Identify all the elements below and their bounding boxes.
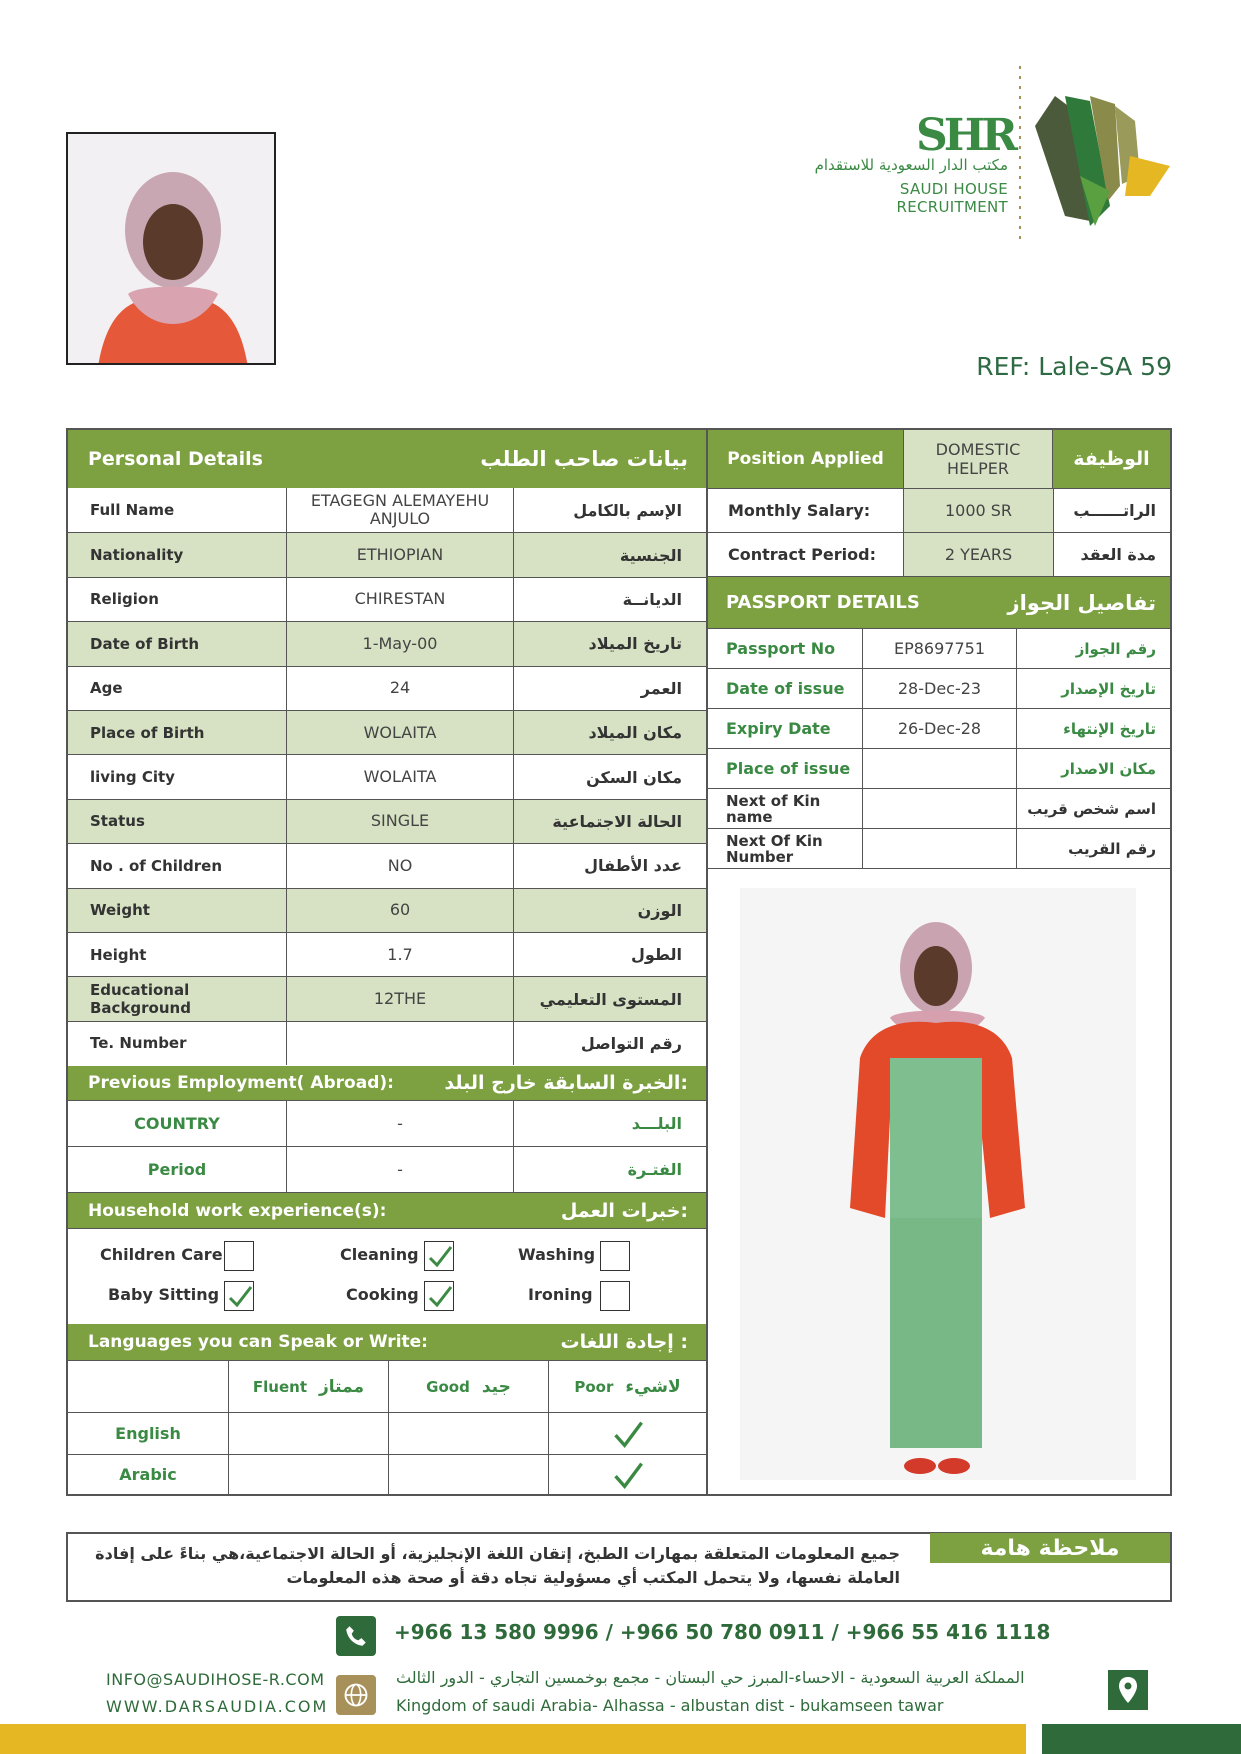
language-level-cell[interactable] [388,1454,548,1494]
footer-yellow-band [0,1724,1026,1754]
language-level-ar: لاشيء [625,1376,681,1397]
language-level-header [228,1360,388,1412]
household-skill-checkbox[interactable] [224,1281,254,1311]
contract-period-label-ar: مدة العقد [1053,532,1170,576]
passport-field-value: EP8697751 [862,628,1016,668]
passport-field-value: 28-Dec-23 [862,668,1016,708]
passport-field-label-ar: اسم شخص قريب [1016,788,1170,828]
household-skill-checkbox[interactable] [424,1281,454,1311]
check-icon [425,1282,455,1312]
passport-field-value [862,828,1016,868]
monthly-salary-value: 1000 SR [903,488,1053,532]
globe-icon [336,1675,376,1715]
logo-name-english: SAUDI HOUSE RECRUITMENT [896,180,1008,216]
passport-header [708,576,1170,628]
language-level-ar: جيد [481,1376,511,1397]
personal-field-value: WOLAITA [286,710,513,754]
position-applied-label: Position Applied [708,430,903,488]
personal-field-label-ar: تاريخ الميلاد [513,621,706,665]
household-grid [68,1228,706,1324]
website-address[interactable]: WWW.DARSAUDIA.COM [106,1697,329,1716]
passport-field-label: Passport No [708,628,862,668]
language-level-cell[interactable] [228,1412,388,1454]
personal-field-label: Age [68,666,286,710]
language-level-cell[interactable] [388,1412,548,1454]
check-icon [225,1282,255,1312]
household-skill-checkbox[interactable] [600,1281,630,1311]
check-icon [611,1417,645,1451]
personal-field-label: Status [68,799,286,843]
household-title-en: Household work experience(s): [88,1200,387,1221]
country-value: - [286,1100,513,1146]
personal-field-label: Educational Background [68,976,286,1020]
personal-field-label: Date of Birth [68,621,286,665]
household-skill-label: Ironing [528,1285,593,1304]
language-level-header [388,1360,548,1412]
phone-icon [336,1616,376,1656]
passport-field-value [862,748,1016,788]
position-applied-label-ar: الوظيفة [1053,430,1170,488]
logo-name-arabic: مكتب الدار السعودية للاستقدام [814,156,1008,174]
personal-field-value: ETHIOPIAN [286,532,513,576]
language-level-header [548,1360,706,1412]
monthly-salary-label: Monthly Salary: [708,488,903,532]
language-level-cell[interactable] [228,1454,388,1494]
personal-field-value: ETAGEGN ALEMAYEHU ANJULO [286,488,513,532]
passport-field-label: Next Of Kin Number [708,828,862,868]
language-level-cell[interactable] [548,1412,706,1454]
personal-field-label-ar: رقم التواصل [513,1021,706,1065]
passport-bottom-line [708,868,1170,869]
personal-field-value: NO [286,843,513,887]
household-skill-label: Baby Sitting [108,1285,220,1304]
check-icon [425,1242,455,1272]
applicant-photo-full-body [740,888,1136,1480]
passport-title-ar: تفاصيل الجواز [1007,590,1156,615]
language-level-cell[interactable] [548,1454,706,1494]
household-skill-checkbox[interactable] [224,1241,254,1271]
language-level-en: Poor [574,1377,614,1396]
personal-field-value: 1.7 [286,932,513,976]
passport-field-label-ar: رقم القريب [1016,828,1170,868]
personal-field-label-ar: الجنسية [513,532,706,576]
previous-employment-title-en: Previous Employment( Abroad): [88,1073,394,1093]
passport-field-value [862,788,1016,828]
personal-details-title-en: Personal Details [88,448,263,470]
address-english: Kingdom of saudi Arabia- Alhassa - albustan dist - bukamseen tawar [396,1696,944,1715]
logo-mark: SHR [916,110,1014,161]
personal-field-label: No . of Children [68,843,286,887]
position-applied-value: DOMESTIC HELPER [903,430,1053,488]
address-arabic: المملكة العربية السعودية - الاحساء-المبرز حي البستان - مجمع بوخمسين التجاري - الدور الثالث [396,1668,1025,1687]
important-note-title: ملاحظة هامة [930,1533,1170,1563]
personal-field-label-ar: عدد الأطفال [513,843,706,887]
contract-period-label: Contract Period: [708,532,903,576]
contract-period-value: 2 YEARS [903,532,1053,576]
personal-field-label-ar: الإسم بالكامل [513,488,706,532]
personal-field-label: Place of Birth [68,710,286,754]
period-value: - [286,1146,513,1192]
personal-field-label-ar: المستوى التعليمي [513,976,706,1020]
personal-details-header [68,430,706,488]
passport-field-label-ar: تاريخ الإنتهاء [1016,708,1170,748]
personal-field-value: CHIRESTAN [286,577,513,621]
language-name: English [68,1412,228,1454]
personal-field-label-ar: الحالة الاجتماعية [513,799,706,843]
household-skill-label: Cooking [346,1285,419,1304]
household-skill-checkbox[interactable] [424,1241,454,1271]
personal-field-value: SINGLE [286,799,513,843]
personal-field-label-ar: العمر [513,666,706,710]
passport-title-en: PASSPORT DETAILS [726,592,920,613]
passport-field-label-ar: تاريخ الإصدار [1016,668,1170,708]
household-skill-label: Cleaning [340,1245,419,1264]
languages-corner-cell [68,1360,228,1412]
country-label-ar: البلـــد [513,1100,706,1146]
personal-field-label-ar: مكان السكن [513,754,706,798]
language-level-en: Fluent [252,1377,308,1396]
important-note-text: جميع المعلومات المتعلقة بمهارات الطبخ، إتقان اللغة الإنجليزية، أو الحالة الاجتماعية،هي بناءً على إفادة العاملة نفسها، ولا يتحمل المكتب أي مسؤولية تجاه دقة أو صحة هذه المعلومات [95,1544,900,1587]
language-level-en: Good [426,1377,470,1396]
passport-field-label-ar: رقم الجواز [1016,628,1170,668]
passport-field-label: Date of issue [708,668,862,708]
personal-field-value [286,1021,513,1065]
period-label-ar: الفتـرة [513,1146,706,1192]
personal-details-title-ar: بيانات صاحب الطلب [480,447,688,471]
languages-header [68,1324,706,1360]
household-skill-label: Washing [518,1245,596,1264]
location-pin-icon [1108,1670,1148,1710]
applicant-photo-portrait [66,132,276,365]
personal-field-label: Religion [68,577,286,621]
household-skill-checkbox[interactable] [600,1241,630,1271]
country-label: COUNTRY [68,1100,286,1146]
personal-field-value: 12THE [286,976,513,1020]
personal-field-value: 24 [286,666,513,710]
household-header [68,1192,706,1228]
email-address[interactable]: INFO@SAUDIHOSE-R.COM [106,1670,325,1689]
personal-field-value: WOLAITA [286,754,513,798]
footer-green-band [1042,1724,1241,1754]
period-label: Period [68,1146,286,1192]
passport-field-label-ar: مكان الاصدار [1016,748,1170,788]
personal-field-label-ar: مكان الميلاد [513,710,706,754]
personal-field-label: living City [68,754,286,798]
household-skill-label: Children Care [100,1245,223,1264]
previous-employment-header [68,1066,706,1100]
personal-field-label-ar: الديانــة [513,577,706,621]
personal-field-label: Height [68,932,286,976]
personal-field-label: Weight [68,888,286,932]
passport-field-label: Next of Kin name [708,788,862,828]
personal-field-label: Te. Number [68,1021,286,1065]
language-level-ar: ممتاز [319,1376,365,1397]
personal-field-value: 1-May-00 [286,621,513,665]
languages-title-en: Languages you can Speak or Write: [88,1332,428,1352]
personal-field-value: 60 [286,888,513,932]
personal-field-label: Full Name [90,501,175,520]
personal-field-label: Nationality [68,532,286,576]
phone-numbers: +966 13 580 9996 / +966 50 780 0911 / +966 55 416 1118 [394,1620,1051,1644]
language-name: Arabic [68,1454,228,1494]
check-icon [611,1458,645,1492]
reference-number: REF: Lale-SA 59 [976,352,1172,381]
personal-field-label-ar: الوزن [513,888,706,932]
passport-field-label: Place of issue [708,748,862,788]
passport-field-label: Expiry Date [708,708,862,748]
personal-field-label-ar: الطول [513,932,706,976]
previous-employment-title-ar: الخبرة السابقة خارج البلد: [444,1072,688,1094]
languages-title-ar: إجادة اللغات : [560,1331,688,1353]
monthly-salary-label-ar: الراتــــــب [1053,488,1170,532]
household-title-ar: خبرات العمل: [560,1199,688,1222]
passport-field-value: 26-Dec-28 [862,708,1016,748]
